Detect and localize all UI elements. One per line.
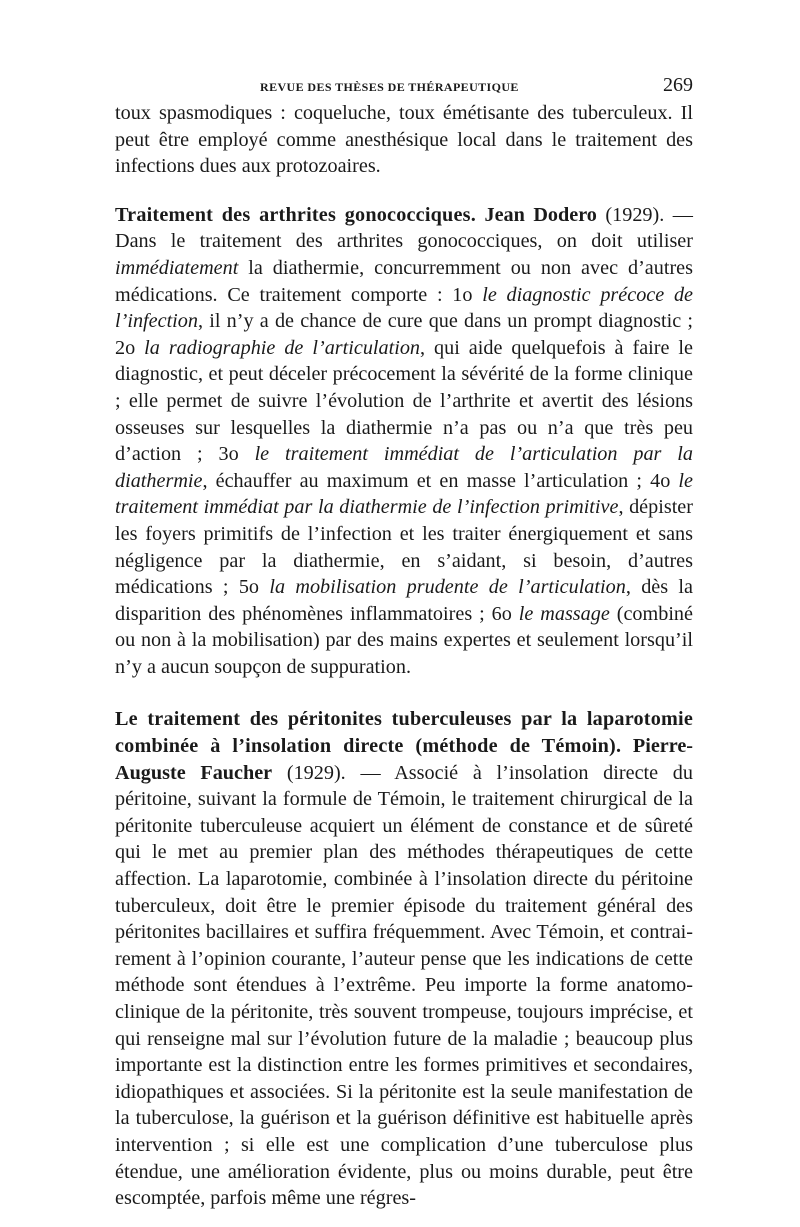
entry-arthrites-paragraph <box>115 202 693 681</box>
entry-text: (combiné ou non à la mobilisation) par des mains expertes et seulement lorsqu’il n’y a aucun soupçon de suppuration. <box>115 602 693 678</box>
running-title: REVUE DES THÈSES DE THÉRAPEUTIQUE <box>260 80 519 94</box>
entry-author: Pierre-Auguste Faucher <box>115 735 694 784</box>
entry-emphasis: le diagnostic précoce de l’infection <box>115 283 693 333</box>
entry-year: (1929). <box>605 203 665 226</box>
entry-emphasis: la radiographie de l’articulation <box>144 336 421 359</box>
entry-text: — Dans le traitement des arthrites gonococciques, on doit utiliser <box>115 203 693 253</box>
entry-text: , échauffer au maximum et en masse l’articulation ; 4o <box>202 469 679 492</box>
entry-emphasis: la mobilisation prudente de l’articulation <box>269 576 626 599</box>
entry-emphasis: le traitement immédiat par la diathermie de l’infection primitive <box>115 469 693 519</box>
continuation-paragraph: toux spasmodiques : coqueluche, toux émétisante des tuberculeux. Il peut être employé comme anesthésique local dans le traitement des infections dues aux protozoaires. <box>115 102 693 178</box>
entry-text: , dépister les foyers primitifs de l’infection et les traiter énergiquement et sans négligence par la diathermie, en s’aidant, si besoin, d’autres médications ; 5o <box>115 496 693 599</box>
running-header <box>115 70 693 100</box>
entry-peritonites-paragraph <box>115 706 693 1211</box>
entry-emphasis: le massage <box>518 602 610 625</box>
entry-year: (1929). <box>286 761 346 784</box>
page-body <box>115 100 693 1212</box>
entry-title: Traitement des arthrites gonococciques. <box>115 203 476 226</box>
entry-text: , dès la disparition des phénomènes inflammatoires ; 6o <box>115 576 694 625</box>
page-number: 269 <box>663 74 693 96</box>
entry-text: la diathermie, concurremment ou non avec d’autres médications. Ce traitement comporte : 1o <box>115 256 693 306</box>
entry-author: Jean Dodero <box>484 203 597 226</box>
entry-emphasis: immédiatement <box>115 256 239 279</box>
entry-title: Le traitement des péritonites tuberculeuses par la laparotomie combinée à l’insolation directe (méthode de Témoin). <box>115 708 693 758</box>
entry-emphasis: le traitement immédiat de l’articulation par la diathermie <box>115 443 693 492</box>
entry-text: , il n’y a de chance de cure que dans un prompt diagnostic ; 2o <box>115 310 693 359</box>
document-page <box>115 70 693 1212</box>
entry-text: — Associé à l’insolation directe du péritoine, suivant la formule de Témoin, le traitement chirurgical de la péritonite tuberculeuse acquiert un élément de constance et de sûreté qui le met au premier plan des méthodes thérapeutiques de cette affection. La laparotomie, combinée à l’insolation directe du péritoine tuberculeux, doit être le premier épisode du traitement général des péritonites bacillaires et suffira fréquemment. Avec Témoin, et contrairement à l’opinion courante, l’auteur pense que les indications de cette méthode sont étendues à l’extrême. Peu importe la forme anatomo-clinique de la péritonite, très souvent trompeuse, toujours imprécise, et qui renseigne mal sur l’évolution future de la maladie ; beaucoup plus importante est la distinction entre les formes primitives et secondaires, idiopathiques et associées. Si la péritonite est la seule manifestation de la tuberculose, la guérison et la guérison définitive est habituelle après intervention ; si elle est une complication d’une tuberculose plus étendue, une amélioration évidente, plus ou moins durable, peut être escomptée, parfois même une régres- <box>115 761 693 1210</box>
entry-text: , qui aide quelquefois à faire le diagnostic, et peut déceler précocement la sévérité de la forme clinique ; elle permet de suivre l’évolution de l’arthrite et avertit des lésions osseuses sur lesquelles la diathermie n’a pas ou n’a que très peu d’action ; 3o <box>115 336 693 466</box>
